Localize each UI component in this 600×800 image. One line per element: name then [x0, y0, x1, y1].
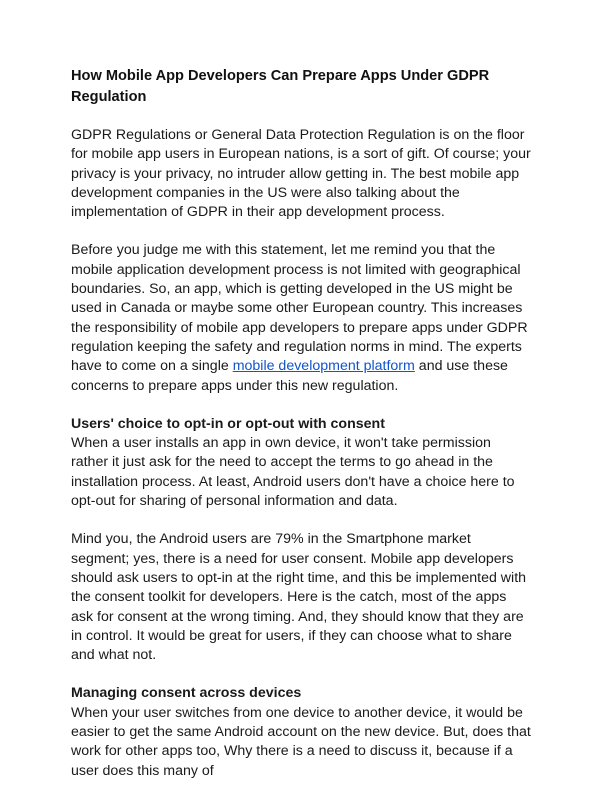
document-title: How Mobile App Developers Can Prepare Apps Under GDPR Regulation: [71, 68, 490, 105]
mobile-development-platform-link[interactable]: mobile development platform: [232, 358, 415, 375]
section-heading-consent-devices: Managing consent across devices: [71, 685, 302, 702]
opt-in-paragraph: When a user installs an app in own device, it won't take permission rather it just ask for the need to accept the terms to go ahead in the installation process. At least, Android users don't have a choice here to opt-out for sharing of personal information and data.: [71, 435, 515, 510]
geography-paragraph-text-start: Before you judge me with this statement, let me remind you that the mobile application development process is not limited with geographical boundaries. So, an app, which is getting developed in the US might be used in Canada or maybe some other European country. This increases the responsibility of mobile app developers to prepare apps under GDPR regulation keeping the safety and regulation norms in mind. The experts have to come on a single: [71, 242, 528, 375]
intro-paragraph: GDPR Regulations or General Data Protection Regulation is on the floor for mobile app users in European nations, is a sort of gift. Of course; your privacy is your privacy, no intruder allow getting in. The best mobile app development companies in the US were also talking about the implementation of GDPR in their app development process.: [71, 127, 531, 221]
consent-devices-paragraph: When your user switches from one device to another device, it would be easier to get the same Android account on the new device. But, does that work for other apps too, Why there is a need to discuss it, because if a user does this many of: [71, 704, 531, 779]
section-heading-opt-in: Users' choice to opt-in or opt-out with consent: [71, 415, 385, 432]
geography-paragraph: [71, 241, 531, 395]
geography-paragraph-text-end: and use these concerns to prepare apps under this new regulation.: [71, 358, 508, 394]
document-content: [71, 66, 531, 800]
android-users-paragraph: Mind you, the Android users are 79% in the Smartphone market segment; yes, there is a need for user consent. Mobile app developers should ask users to opt-in at the right time, and this be implemented with the consent toolkit for developers. Here is the catch, most of the apps ask for consent at the wrong timing. And, they should know that they are in control. It would be great for users, if they can choose what to share and what not.: [71, 531, 527, 664]
